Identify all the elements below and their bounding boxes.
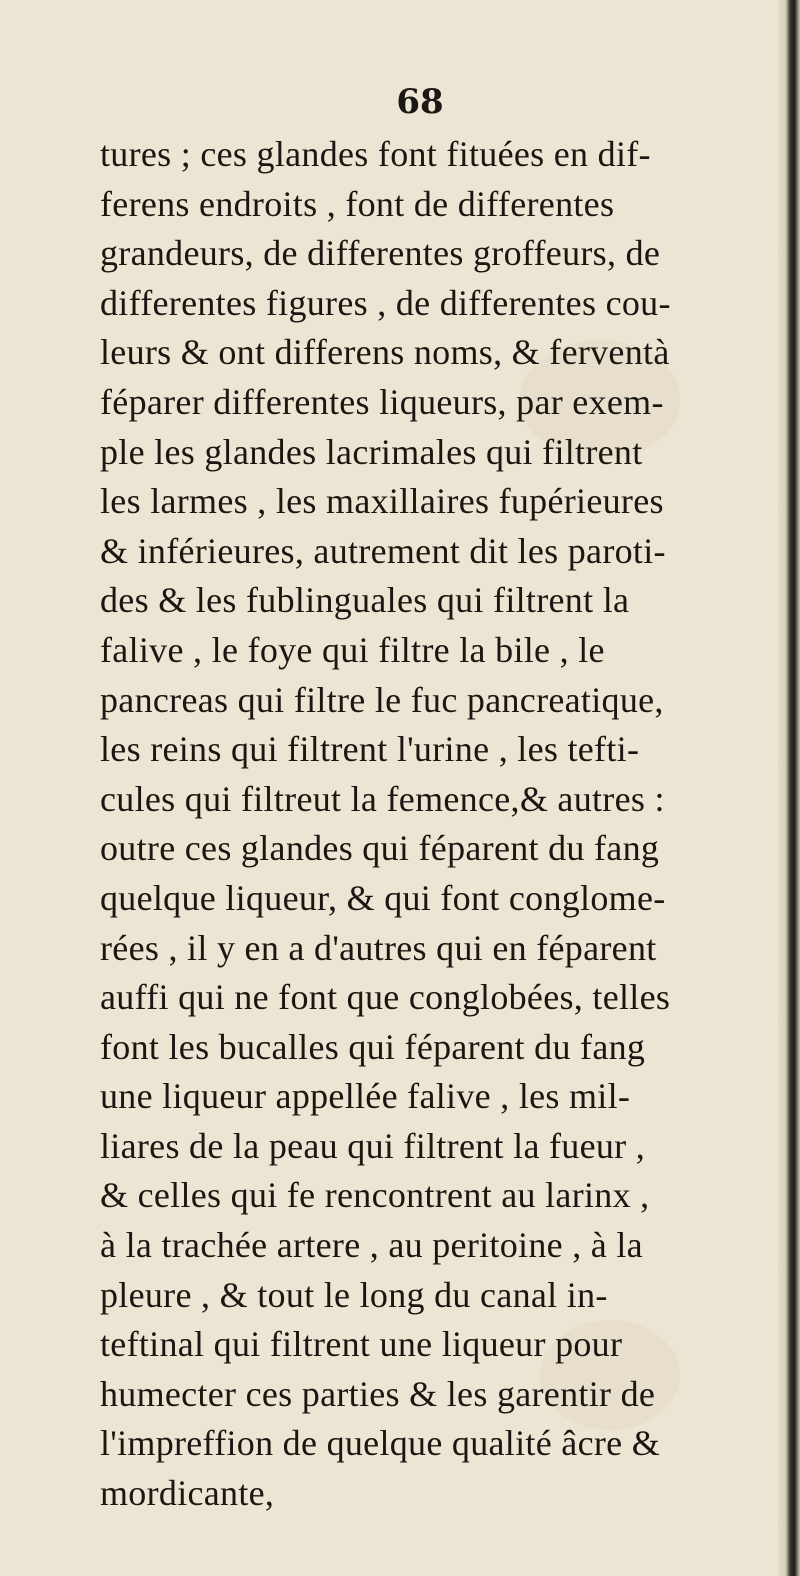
text-line: & celles qui fe rencontrent au larinx ,	[100, 1175, 650, 1216]
text-line: féparer differentes liqueurs, par exem-	[100, 381, 664, 422]
page-text	[100, 130, 740, 1519]
text-line: tures ; ces glandes font fituées en dif-	[100, 134, 651, 174]
text-line: quelque liqueur, & qui font conglome-	[100, 877, 666, 918]
text-line: outre ces glandes qui féparent du fang	[100, 828, 660, 869]
text-line: des & les fublinguales qui filtrent la	[100, 580, 630, 621]
text-line: pleure , & tout le long du canal in-	[100, 1274, 608, 1315]
text-line: & inférieures, autrement dit les paroti-	[100, 530, 666, 571]
text-line: pancreas qui filtre le fuc pancreatique,	[100, 679, 664, 720]
text-line: font les bucalles qui féparent du fang	[100, 1026, 646, 1067]
text-line: humecter ces parties & les garentir de	[100, 1373, 656, 1414]
text-line: ple les glandes lacrimales qui filtrent	[100, 431, 643, 472]
text-line: mordicante,	[100, 1473, 275, 1514]
text-line: l'impreffion de quelque qualité âcre &	[100, 1423, 661, 1464]
text-line: differentes figures , de differentes cou-	[100, 282, 671, 323]
text-line: les reins qui filtrent l'urine , les tefti-	[100, 729, 640, 770]
text-line: cules qui filtreut la femence,& autres :	[100, 778, 665, 819]
page-number: 68	[396, 82, 444, 122]
text-line: liares de la peau qui filtrent la fueur ,	[100, 1125, 646, 1166]
text-line: une liqueur appellée falive , les mil-	[100, 1076, 631, 1117]
text-line: grandeurs, de differentes groffeurs, de	[100, 233, 661, 274]
text-line: leurs & ont differens noms, & ferventà	[100, 332, 670, 373]
text-line: falive , le foye qui filtre la bile , le	[100, 629, 605, 670]
book-spine-edge	[778, 0, 800, 1576]
text-line: teftinal qui filtrent une liqueur pour	[100, 1324, 623, 1365]
text-line: les larmes , les maxillaires fupérieures	[100, 481, 664, 522]
text-line: auffi qui ne font que conglobées, telles	[100, 977, 671, 1018]
text-line: ferens endroits , font de differentes	[100, 183, 615, 224]
text-line: rées , il y en a d'autres qui en féparent	[100, 927, 657, 968]
text-line: à la trachée artere , au peritoine , à la	[100, 1225, 643, 1266]
